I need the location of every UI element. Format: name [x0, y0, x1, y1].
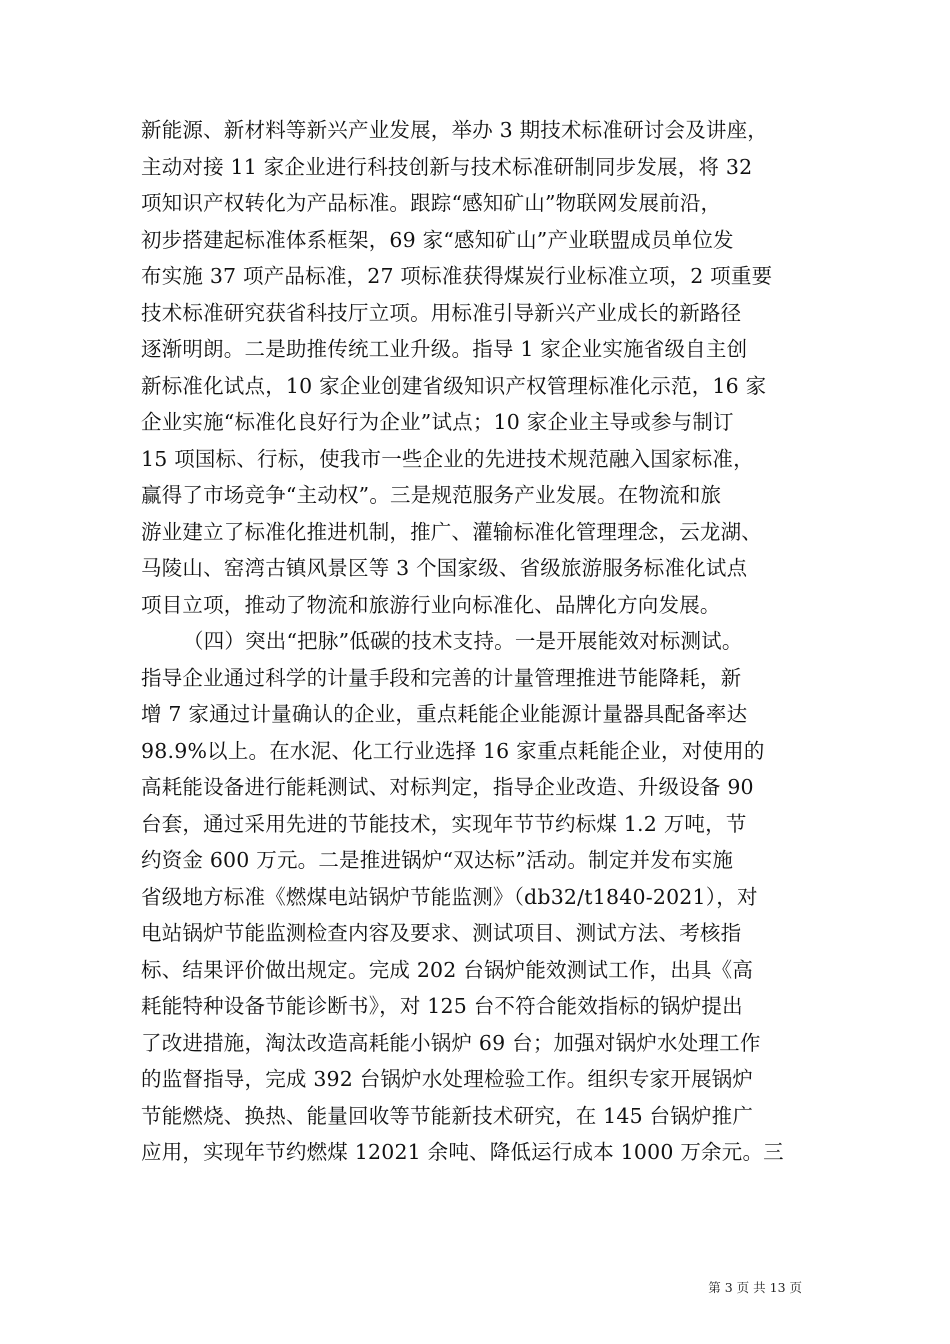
text-line: 电站锅炉节能监测检查内容及要求、测试项目、测试方法、考核指 — [141, 921, 742, 945]
text-line: 的监督指导，完成 392 台锅炉水处理检验工作。组织专家开展锅炉 — [141, 1067, 754, 1091]
paragraph-start-line: （四）突出“把脉”低碳的技术支持。一是开展能效对标测试。 — [183, 629, 743, 653]
page-number: 第 3 页 共 13 页 — [708, 1280, 802, 1295]
text-line: 逐渐明朗。二是助推传统工业升级。指导 1 家企业实施省级自主创 — [141, 337, 748, 361]
text-line: 台套，通过采用先进的节能技术，实现年节节约标煤 1.2 万吨，节 — [141, 811, 747, 836]
text-line: 技术标准研究获省科技厅立项。用标准引导新兴产业成长的新路径 — [141, 300, 742, 325]
text-line: 指导企业通过科学的计量手段和完善的计量管理推进节能降耗，新 — [141, 665, 742, 690]
text-line: 省级地方标准《燃煤电站锅炉节能监测》（db32/t1840-2021），对 — [141, 884, 758, 909]
text-line: 约资金 600 万元。二是推进锅炉“双达标”活动。制定并发布实施 — [141, 848, 734, 872]
text-line: 项知识产权转化为产品标准。跟踪“感知矿山”物联网发展前沿， — [141, 191, 722, 215]
text-line: 主动对接 11 家企业进行科技创新与技术标准研制同步发展，将 32 — [141, 154, 753, 179]
document-body — [141, 112, 813, 1171]
text-line: 新标准化试点，10 家企业创建省级知识产权管理标准化示范，16 家 — [141, 373, 767, 398]
text-line: 应用，实现年节约燃煤 12021 余吨、降低运行成本 1000 万余元。三 — [141, 1140, 784, 1164]
text-line: 耗能特种设备节能诊断书》，对 125 台不符合能效指标的锅炉提出 — [141, 994, 743, 1018]
text-line: 增 7 家通过计量确认的企业，重点耗能企业能源计量器具配备率达 — [141, 702, 748, 726]
text-line: 马陵山、窑湾古镇风景区等 3 个国家级、省级旅游服务标准化试点 — [141, 556, 748, 580]
text-line: 项目立项，推动了物流和旅游行业向标准化、品牌化方向发展。 — [141, 592, 721, 617]
text-line: 企业实施“标准化良好行为企业”试点；10 家企业主导或参与制订 — [141, 410, 734, 434]
text-line: 游业建立了标准化推进机制，推广、灌输标准化管理理念，云龙湖、 — [141, 519, 762, 544]
text-line: 布实施 37 项产品标准，27 项标准获得煤炭行业标准立项，2 项重要 — [141, 264, 773, 288]
text-line: 初步搭建起标准体系框架，69 家“感知矿山”产业联盟成员单位发 — [141, 227, 734, 252]
text-line: 新能源、新材料等新兴产业发展，举办 3 期技术标准研讨会及讲座， — [141, 118, 768, 142]
text-line: 节能燃烧、换热、能量回收等节能新技术研究，在 145 台锅炉推广 — [141, 1103, 754, 1128]
text-line: 高耗能设备进行能耗测试、对标判定，指导企业改造、升级设备 90 — [141, 775, 754, 799]
page-footer — [0, 1278, 950, 1296]
text-line: 赢得了市场竞争“主动权”。三是规范服务产业发展。在物流和旅 — [141, 483, 722, 507]
text-line: 15 项国标、行标，使我市一些企业的先进技术规范融入国家标准， — [141, 446, 754, 471]
text-line: 标、结果评价做出规定。完成 202 台锅炉能效测试工作，出具《高 — [141, 957, 754, 982]
text-line: 了改进措施，淘汰改造高耗能小锅炉 69 台；加强对锅炉水处理工作 — [141, 1030, 761, 1055]
text-line: 98.9%以上。在水泥、化工行业选择 16 家重点耗能企业，对使用的 — [141, 738, 765, 763]
